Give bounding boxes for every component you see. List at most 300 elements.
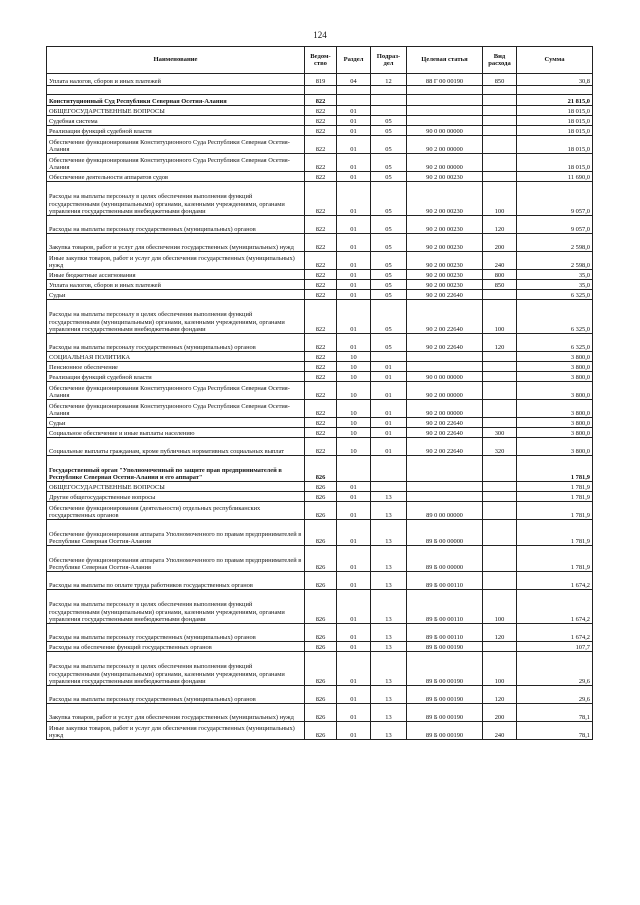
row-amount: 29,6 bbox=[517, 686, 593, 704]
row-subsection: 13 bbox=[371, 642, 407, 652]
row-name: Расходы на выплаты персоналу государственных (муниципальных) органов bbox=[47, 334, 305, 352]
row-subsection: 05 bbox=[371, 334, 407, 352]
table-row bbox=[47, 106, 593, 116]
row-department: 822 bbox=[305, 154, 337, 172]
row-amount: 1 781,9 bbox=[517, 502, 593, 520]
row-department: 826 bbox=[305, 642, 337, 652]
row-expense-type: 800 bbox=[483, 270, 517, 280]
row-section: 01 bbox=[337, 300, 371, 334]
row-target-item bbox=[407, 352, 483, 362]
row-subsection: 13 bbox=[371, 722, 407, 740]
row-name: Обеспечение функционирования аппарата Уполномоченного по правам предпринимателей в Республике Северная Осетия-Алания bbox=[47, 546, 305, 572]
row-name: Обеспечение функционирования Конституционного Суда Республики Северная Осетия-Алания bbox=[47, 400, 305, 418]
row-expense-type bbox=[483, 546, 517, 572]
row-section: 01 bbox=[337, 252, 371, 270]
row-department: 822 bbox=[305, 300, 337, 334]
row-subsection: 05 bbox=[371, 252, 407, 270]
row-amount: 1 781,9 bbox=[517, 492, 593, 502]
row-amount: 1 781,9 bbox=[517, 482, 593, 492]
row-target-item: 90 2 00 00230 bbox=[407, 216, 483, 234]
row-expense-type: 850 bbox=[483, 280, 517, 290]
row-expense-type bbox=[483, 572, 517, 590]
row-amount: 1 781,9 bbox=[517, 546, 593, 572]
row-target-item: 89 Б 00 00110 bbox=[407, 590, 483, 624]
row-expense-type bbox=[483, 95, 517, 106]
row-amount: 1 781,9 bbox=[517, 456, 593, 482]
row-section: 10 bbox=[337, 428, 371, 438]
row-name: Обеспечение функционирования аппарата Уполномоченного по правам предпринимателей в Республике Северная Осетия-Алания bbox=[47, 520, 305, 546]
row-subsection: 05 bbox=[371, 290, 407, 300]
row-name: Другие общегосударственные вопросы bbox=[47, 492, 305, 502]
row-name: Расходы на выплаты персоналу государственных (муниципальных) органов bbox=[47, 686, 305, 704]
row-target-item: 88 Г 00 00190 bbox=[407, 74, 483, 86]
row-target-item: 90 2 00 00000 bbox=[407, 136, 483, 154]
row-department: 822 bbox=[305, 352, 337, 362]
row-name: Иные бюджетные ассигнования bbox=[47, 270, 305, 280]
row-name: Закупка товаров, работ и услуг для обеспечения государственных (муниципальных) нужд bbox=[47, 704, 305, 722]
row-target-item: 90 2 00 00230 bbox=[407, 182, 483, 216]
row-name: Обеспечение деятельности аппаратов судов bbox=[47, 172, 305, 182]
row-target-item: 90 2 00 22640 bbox=[407, 438, 483, 456]
row-name: Уплата налогов, сборов и иных платежей bbox=[47, 280, 305, 290]
row-expense-type: 320 bbox=[483, 438, 517, 456]
row-target-item: 89 0 00 00000 bbox=[407, 502, 483, 520]
row-target-item bbox=[407, 456, 483, 482]
table-row bbox=[47, 362, 593, 372]
row-subsection: 01 bbox=[371, 362, 407, 372]
row-department: 822 bbox=[305, 428, 337, 438]
row-subsection: 13 bbox=[371, 686, 407, 704]
row-amount: 3 800,0 bbox=[517, 362, 593, 372]
row-expense-type: 240 bbox=[483, 252, 517, 270]
row-section: 01 bbox=[337, 652, 371, 686]
row-section: 01 bbox=[337, 270, 371, 280]
row-name: СОЦИАЛЬНАЯ ПОЛИТИКА bbox=[47, 352, 305, 362]
row-section: 01 bbox=[337, 126, 371, 136]
row-subsection: 01 bbox=[371, 400, 407, 418]
table-row bbox=[47, 520, 593, 546]
table-row bbox=[47, 502, 593, 520]
row-target-item: 90 0 00 00000 bbox=[407, 372, 483, 382]
row-amount: 29,6 bbox=[517, 652, 593, 686]
row-subsection: 05 bbox=[371, 126, 407, 136]
row-name: Судебная система bbox=[47, 116, 305, 126]
table-body bbox=[47, 74, 593, 740]
row-expense-type bbox=[483, 116, 517, 126]
row-target-item: 89 Б 00 00110 bbox=[407, 624, 483, 642]
row-expense-type: 850 bbox=[483, 74, 517, 86]
table-row bbox=[47, 686, 593, 704]
row-target-item bbox=[407, 95, 483, 106]
row-expense-type bbox=[483, 642, 517, 652]
row-target-item: 89 Б 00 00190 bbox=[407, 722, 483, 740]
row-department: 822 bbox=[305, 182, 337, 216]
row-name: Расходы на выплаты по оплате труда работников государственных органов bbox=[47, 572, 305, 590]
row-department: 826 bbox=[305, 502, 337, 520]
row-name: Расходы на выплаты персоналу в целях обеспечения выполнения функций государственными (муниципальными) органами, казенными учреждениями, органами управления государственными внебюджетными фондами bbox=[47, 182, 305, 216]
table-row bbox=[47, 280, 593, 290]
row-expense-type: 100 bbox=[483, 300, 517, 334]
row-section: 10 bbox=[337, 382, 371, 400]
row-expense-type bbox=[483, 86, 517, 95]
header-amount: Сумма bbox=[517, 47, 593, 74]
row-amount: 6 325,0 bbox=[517, 334, 593, 352]
row-subsection: 05 bbox=[371, 216, 407, 234]
row-name: Обеспечение функционирования (деятельности) отдельных республиканских государственных органов bbox=[47, 502, 305, 520]
row-target-item: 90 2 00 22640 bbox=[407, 334, 483, 352]
row-subsection: 01 bbox=[371, 428, 407, 438]
row-subsection bbox=[371, 352, 407, 362]
row-expense-type bbox=[483, 382, 517, 400]
row-department: 822 bbox=[305, 372, 337, 382]
row-subsection: 13 bbox=[371, 590, 407, 624]
row-subsection bbox=[371, 456, 407, 482]
table-row bbox=[47, 546, 593, 572]
row-department: 822 bbox=[305, 95, 337, 106]
row-target-item: 89 Б 00 00190 bbox=[407, 652, 483, 686]
row-department: 822 bbox=[305, 362, 337, 372]
row-subsection: 05 bbox=[371, 136, 407, 154]
row-amount: 3 800,0 bbox=[517, 428, 593, 438]
row-section bbox=[337, 456, 371, 482]
row-section: 01 bbox=[337, 280, 371, 290]
row-subsection: 05 bbox=[371, 116, 407, 126]
row-department bbox=[305, 86, 337, 95]
row-section bbox=[337, 86, 371, 95]
row-target-item: 90 2 00 00230 bbox=[407, 252, 483, 270]
row-amount: 18 015,0 bbox=[517, 136, 593, 154]
table-row bbox=[47, 624, 593, 642]
row-section: 01 bbox=[337, 686, 371, 704]
row-expense-type bbox=[483, 136, 517, 154]
row-amount: 35,0 bbox=[517, 270, 593, 280]
row-amount: 3 800,0 bbox=[517, 382, 593, 400]
row-amount: 30,8 bbox=[517, 74, 593, 86]
row-amount: 18 015,0 bbox=[517, 116, 593, 126]
row-section bbox=[337, 95, 371, 106]
row-subsection: 01 bbox=[371, 418, 407, 428]
table-row bbox=[47, 492, 593, 502]
row-amount: 1 781,9 bbox=[517, 520, 593, 546]
row-section: 01 bbox=[337, 116, 371, 126]
row-name: Расходы на выплаты персоналу в целях обеспечения выполнения функций государственными (муниципальными) органами, казенными учреждениями, органами управления государственными внебюджетными фондами bbox=[47, 590, 305, 624]
row-expense-type bbox=[483, 502, 517, 520]
row-target-item: 89 Б 00 00000 bbox=[407, 546, 483, 572]
row-section: 10 bbox=[337, 362, 371, 372]
header-target-item: Целевая статья bbox=[407, 47, 483, 74]
row-expense-type: 100 bbox=[483, 590, 517, 624]
row-department: 826 bbox=[305, 456, 337, 482]
row-expense-type bbox=[483, 372, 517, 382]
row-subsection: 05 bbox=[371, 270, 407, 280]
row-subsection: 05 bbox=[371, 182, 407, 216]
row-expense-type: 100 bbox=[483, 652, 517, 686]
row-section: 01 bbox=[337, 290, 371, 300]
row-subsection: 13 bbox=[371, 572, 407, 590]
row-target-item bbox=[407, 362, 483, 372]
row-amount: 3 800,0 bbox=[517, 400, 593, 418]
row-expense-type bbox=[483, 456, 517, 482]
row-section: 01 bbox=[337, 572, 371, 590]
row-expense-type bbox=[483, 520, 517, 546]
row-subsection: 13 bbox=[371, 546, 407, 572]
row-target-item: 89 Б 00 00190 bbox=[407, 686, 483, 704]
row-name: Обеспечение функционирования Конституционного Суда Республики Северная Осетия-Алания bbox=[47, 382, 305, 400]
row-target-item: 89 Б 00 00110 bbox=[407, 572, 483, 590]
table-row bbox=[47, 438, 593, 456]
row-subsection: 01 bbox=[371, 372, 407, 382]
table-row bbox=[47, 652, 593, 686]
row-department: 822 bbox=[305, 136, 337, 154]
table-row bbox=[47, 86, 593, 95]
row-amount: 1 674,2 bbox=[517, 572, 593, 590]
table-row bbox=[47, 372, 593, 382]
row-amount: 107,7 bbox=[517, 642, 593, 652]
row-target-item: 89 Б 00 00000 bbox=[407, 520, 483, 546]
row-amount: 1 674,2 bbox=[517, 624, 593, 642]
row-section: 10 bbox=[337, 372, 371, 382]
row-department: 822 bbox=[305, 418, 337, 428]
row-name: Иные закупки товаров, работ и услуг для обеспечения государственных (муниципальных) нужд bbox=[47, 252, 305, 270]
row-expense-type: 120 bbox=[483, 216, 517, 234]
row-department: 822 bbox=[305, 126, 337, 136]
row-section: 01 bbox=[337, 172, 371, 182]
row-subsection: 13 bbox=[371, 502, 407, 520]
row-name: Социальные выплаты гражданам, кроме публичных нормативных социальных выплат bbox=[47, 438, 305, 456]
table-header-row bbox=[47, 47, 593, 74]
row-section: 01 bbox=[337, 520, 371, 546]
row-expense-type: 200 bbox=[483, 234, 517, 252]
table-row bbox=[47, 252, 593, 270]
row-subsection: 01 bbox=[371, 382, 407, 400]
budget-table bbox=[46, 46, 593, 740]
row-name: Обеспечение функционирования Конституционного Суда Республики Северная Осетия-Алания bbox=[47, 154, 305, 172]
row-section: 10 bbox=[337, 400, 371, 418]
row-department: 826 bbox=[305, 492, 337, 502]
row-expense-type bbox=[483, 126, 517, 136]
row-department: 822 bbox=[305, 382, 337, 400]
row-subsection: 13 bbox=[371, 652, 407, 686]
row-section: 10 bbox=[337, 352, 371, 362]
row-target-item: 90 2 00 00000 bbox=[407, 400, 483, 418]
row-section: 01 bbox=[337, 546, 371, 572]
row-expense-type: 200 bbox=[483, 704, 517, 722]
row-name: Расходы на обеспечение функций государственных органов bbox=[47, 642, 305, 652]
row-subsection: 13 bbox=[371, 704, 407, 722]
row-amount: 2 598,0 bbox=[517, 234, 593, 252]
row-name: ОБЩЕГОСУДАРСТВЕННЫЕ ВОПРОСЫ bbox=[47, 106, 305, 116]
row-expense-type bbox=[483, 290, 517, 300]
table-row bbox=[47, 400, 593, 418]
row-target-item: 90 2 00 22640 bbox=[407, 428, 483, 438]
row-target-item: 89 Б 00 00190 bbox=[407, 704, 483, 722]
row-subsection: 05 bbox=[371, 300, 407, 334]
table-row bbox=[47, 290, 593, 300]
table-row bbox=[47, 126, 593, 136]
table-row bbox=[47, 418, 593, 428]
page-number: 124 bbox=[313, 30, 327, 40]
row-subsection: 05 bbox=[371, 234, 407, 252]
row-section: 01 bbox=[337, 234, 371, 252]
row-amount: 1 674,2 bbox=[517, 590, 593, 624]
row-department: 822 bbox=[305, 234, 337, 252]
row-department: 826 bbox=[305, 590, 337, 624]
row-amount: 11 690,0 bbox=[517, 172, 593, 182]
row-department: 826 bbox=[305, 686, 337, 704]
row-amount: 2 598,0 bbox=[517, 252, 593, 270]
row-expense-type bbox=[483, 418, 517, 428]
row-amount: 3 800,0 bbox=[517, 438, 593, 456]
row-department: 826 bbox=[305, 546, 337, 572]
header-section: Раздел bbox=[337, 47, 371, 74]
row-target-item bbox=[407, 492, 483, 502]
row-target-item: 90 2 00 00230 bbox=[407, 172, 483, 182]
row-amount: 6 325,0 bbox=[517, 290, 593, 300]
row-amount: 3 800,0 bbox=[517, 372, 593, 382]
table-row bbox=[47, 572, 593, 590]
row-subsection bbox=[371, 86, 407, 95]
row-expense-type: 120 bbox=[483, 624, 517, 642]
row-subsection bbox=[371, 482, 407, 492]
table-row bbox=[47, 270, 593, 280]
row-target-item bbox=[407, 482, 483, 492]
table-row bbox=[47, 182, 593, 216]
row-target-item: 90 0 00 00000 bbox=[407, 126, 483, 136]
row-expense-type bbox=[483, 362, 517, 372]
row-name: Судьи bbox=[47, 418, 305, 428]
row-amount: 18 015,0 bbox=[517, 154, 593, 172]
row-target-item: 90 2 00 00230 bbox=[407, 280, 483, 290]
row-amount: 21 815,0 bbox=[517, 95, 593, 106]
row-section: 04 bbox=[337, 74, 371, 86]
row-department: 826 bbox=[305, 482, 337, 492]
row-section: 01 bbox=[337, 216, 371, 234]
row-expense-type: 100 bbox=[483, 182, 517, 216]
header-name: Наименование bbox=[47, 47, 305, 74]
row-name: Расходы на выплаты персоналу государственных (муниципальных) органов bbox=[47, 216, 305, 234]
table-row bbox=[47, 334, 593, 352]
row-target-item bbox=[407, 106, 483, 116]
row-subsection bbox=[371, 95, 407, 106]
row-expense-type bbox=[483, 154, 517, 172]
row-section: 01 bbox=[337, 642, 371, 652]
row-name: Реализация функций судебной власти bbox=[47, 126, 305, 136]
row-section: 01 bbox=[337, 492, 371, 502]
table-row bbox=[47, 352, 593, 362]
table-row bbox=[47, 482, 593, 492]
row-department: 822 bbox=[305, 106, 337, 116]
row-expense-type: 240 bbox=[483, 722, 517, 740]
table-row bbox=[47, 74, 593, 86]
row-expense-type: 120 bbox=[483, 334, 517, 352]
row-section: 01 bbox=[337, 182, 371, 216]
row-name: Обеспечение функционирования Конституционного Суда Республики Северная Осетия-Алания bbox=[47, 136, 305, 154]
row-subsection: 05 bbox=[371, 172, 407, 182]
row-amount: 9 057,0 bbox=[517, 182, 593, 216]
table-row bbox=[47, 722, 593, 740]
row-department: 826 bbox=[305, 652, 337, 686]
row-name: Закупка товаров, работ и услуг для обеспечения государственных (муниципальных) нужд bbox=[47, 234, 305, 252]
row-name: Государственный орган "Уполномоченный по защите прав предпринимателей в Республике Северная Осетия-Алания и его аппарат" bbox=[47, 456, 305, 482]
table-row bbox=[47, 216, 593, 234]
row-section: 01 bbox=[337, 590, 371, 624]
row-name: ОБЩЕГОСУДАРСТВЕННЫЕ ВОПРОСЫ bbox=[47, 482, 305, 492]
row-name: Социальное обеспечение и иные выплаты населению bbox=[47, 428, 305, 438]
row-target-item: 89 Б 00 00190 bbox=[407, 642, 483, 652]
row-amount: 35,0 bbox=[517, 280, 593, 290]
row-name: Иные закупки товаров, работ и услуг для обеспечения государственных (муниципальных) нужд bbox=[47, 722, 305, 740]
row-department: 822 bbox=[305, 116, 337, 126]
table-row bbox=[47, 590, 593, 624]
row-target-item: 90 2 00 22640 bbox=[407, 418, 483, 428]
row-expense-type: 300 bbox=[483, 428, 517, 438]
row-department: 822 bbox=[305, 172, 337, 182]
row-section: 10 bbox=[337, 418, 371, 428]
row-name: Пенсионное обеспечение bbox=[47, 362, 305, 372]
table-row bbox=[47, 428, 593, 438]
row-expense-type bbox=[483, 492, 517, 502]
row-department: 822 bbox=[305, 280, 337, 290]
row-subsection: 05 bbox=[371, 280, 407, 290]
header-subsection: Подраз-дел bbox=[371, 47, 407, 74]
table-row bbox=[47, 456, 593, 482]
row-amount: 78,1 bbox=[517, 722, 593, 740]
row-section: 01 bbox=[337, 502, 371, 520]
row-department: 826 bbox=[305, 572, 337, 590]
table-row bbox=[47, 136, 593, 154]
row-expense-type bbox=[483, 106, 517, 116]
row-amount bbox=[517, 86, 593, 95]
table-row bbox=[47, 382, 593, 400]
row-amount: 78,1 bbox=[517, 704, 593, 722]
row-section: 01 bbox=[337, 106, 371, 116]
table-row bbox=[47, 300, 593, 334]
row-target-item: 90 2 00 00230 bbox=[407, 234, 483, 252]
table-row bbox=[47, 172, 593, 182]
row-amount: 9 057,0 bbox=[517, 216, 593, 234]
row-expense-type: 120 bbox=[483, 686, 517, 704]
row-department: 822 bbox=[305, 270, 337, 280]
row-subsection: 13 bbox=[371, 520, 407, 546]
row-subsection: 01 bbox=[371, 438, 407, 456]
table-row bbox=[47, 116, 593, 126]
row-name bbox=[47, 86, 305, 95]
row-subsection bbox=[371, 106, 407, 116]
row-target-item: 90 2 00 22640 bbox=[407, 300, 483, 334]
row-section: 01 bbox=[337, 334, 371, 352]
row-target-item: 90 2 00 00000 bbox=[407, 154, 483, 172]
row-name: Реализация функций судебной власти bbox=[47, 372, 305, 382]
row-department: 826 bbox=[305, 704, 337, 722]
row-expense-type bbox=[483, 400, 517, 418]
table-row bbox=[47, 154, 593, 172]
row-subsection: 13 bbox=[371, 624, 407, 642]
row-target-item: 90 2 00 00230 bbox=[407, 270, 483, 280]
row-department: 822 bbox=[305, 252, 337, 270]
row-section: 01 bbox=[337, 722, 371, 740]
row-target-item: 90 2 00 22640 bbox=[407, 290, 483, 300]
row-expense-type bbox=[483, 352, 517, 362]
row-department: 822 bbox=[305, 290, 337, 300]
row-amount: 18 015,0 bbox=[517, 106, 593, 116]
row-amount: 6 325,0 bbox=[517, 300, 593, 334]
row-department: 826 bbox=[305, 722, 337, 740]
row-department: 822 bbox=[305, 334, 337, 352]
row-department: 822 bbox=[305, 400, 337, 418]
row-expense-type bbox=[483, 482, 517, 492]
row-subsection: 12 bbox=[371, 74, 407, 86]
row-target-item bbox=[407, 86, 483, 95]
